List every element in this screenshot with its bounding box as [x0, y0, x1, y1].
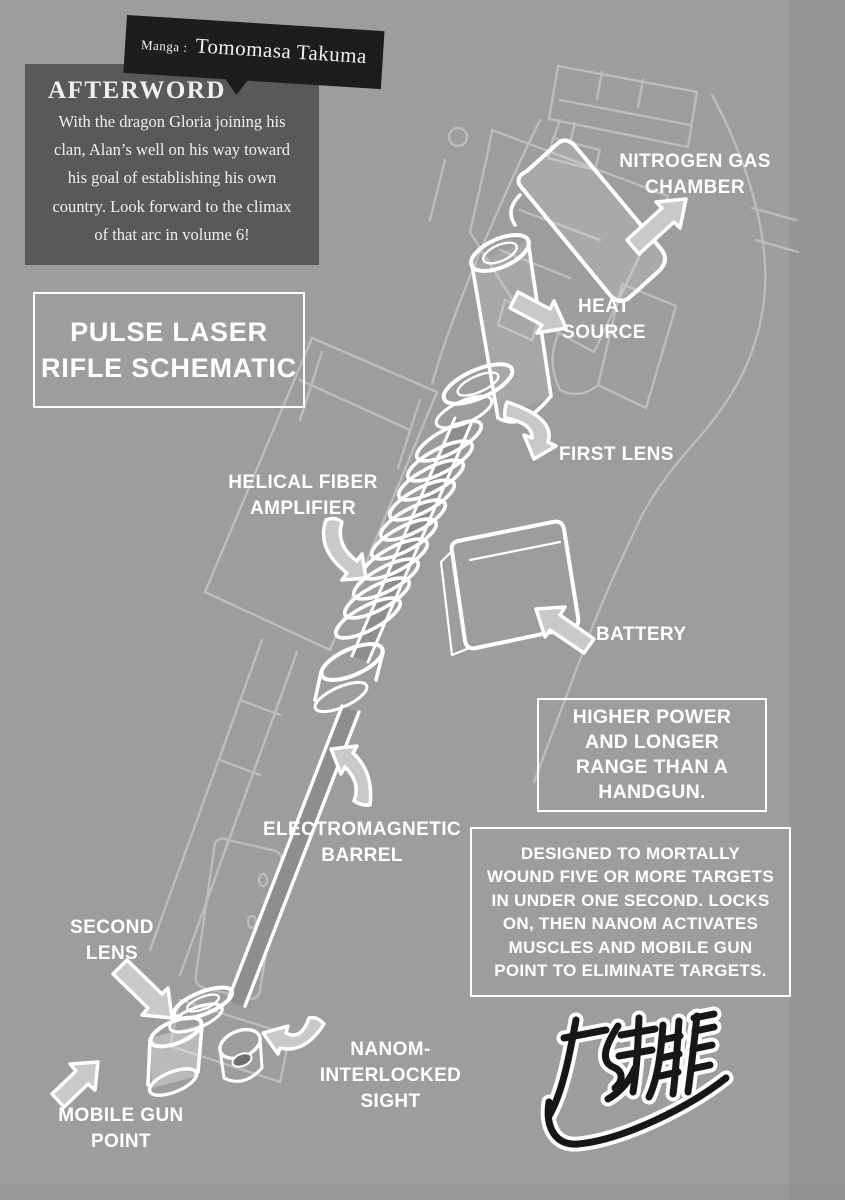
arrow-mobile-gun-point — [52, 1062, 98, 1107]
arrow-helical-fiber-amplifier — [324, 518, 366, 580]
label-second-lens: SECOND LENS — [70, 917, 154, 964]
afterword-line: country. Look forward to the climax — [52, 196, 292, 216]
note-box-design-purpose: DESIGNED TO MORTALLY WOUND FIVE OR MORE TARGETS IN UNDER ONE SECOND. LOCKS ON, THEN NANOM ACTIVATES MUSCLES AND MOBILE GUN POINT TO ELIMINATE TARGETS. — [470, 827, 791, 997]
note-box-power-range: HIGHER POWER AND LONGER RANGE THAN A HANDGUN. — [537, 698, 767, 812]
afterword-line: clan, Alan’s well on his way toward — [54, 140, 290, 160]
label-battery: BATTERY — [596, 624, 687, 645]
schematic-title-line: PULSE LASER — [70, 317, 268, 347]
schematic-title-line: RIFLE SCHEMATIC — [41, 353, 297, 383]
manga-artist-name: Tomomasa Takuma — [194, 33, 368, 69]
arrow-battery — [536, 607, 594, 653]
afterword-line: his goal of establishing his own — [67, 168, 277, 188]
arrow-second-lens — [113, 960, 172, 1018]
label-nanom-interlocked-sight: NANOM- INTERLOCKED SIGHT — [319, 1039, 462, 1112]
artist-signature — [548, 1014, 726, 1144]
manga-credit-prefix: Manga : — [140, 36, 189, 55]
label-helical-fiber-amplifier: HELICAL FIBER AMPLIFIER — [228, 472, 378, 519]
label-heat-source: HEAT SOURCE — [562, 296, 646, 343]
label-first-lens: FIRST LENS — [559, 444, 674, 465]
label-electromagnetic-barrel: ELECTROMAGNETIC BARREL — [262, 819, 462, 866]
arrow-electromagnetic-barrel — [331, 746, 371, 805]
afterword-body — [25, 108, 319, 249]
manga-credit-text — [141, 30, 368, 69]
schematic-title-box — [33, 292, 305, 408]
label-nitrogen-gas-chamber: NITROGEN GAS CHAMBER — [619, 151, 771, 198]
label-mobile-gun-point: MOBILE GUN POINT — [58, 1105, 184, 1152]
afterword-line: With the dragon Gloria joining his — [58, 112, 286, 131]
afterword-line: of that arc in volume 6! — [94, 224, 250, 244]
banner-tail-pointer — [224, 77, 252, 96]
afterword-title: AFTERWORD — [48, 77, 226, 104]
arrow-first-lens — [505, 402, 556, 459]
afterword-box — [25, 64, 319, 265]
